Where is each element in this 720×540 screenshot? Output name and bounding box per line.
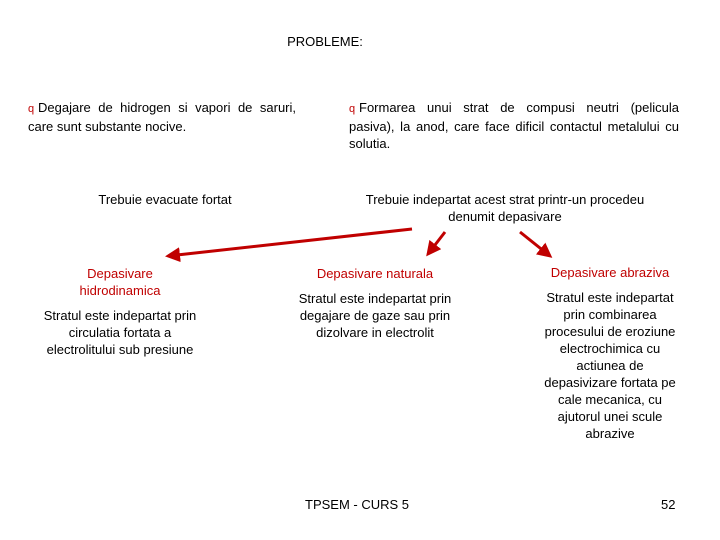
method-abraziva-desc: Stratul este indepartat prin combinarea procesului de eroziune electrochimica cu actiunea de depasivizare fortata pe cale mecanica, cu ajutorul unei scule abrazive xyxy=(544,290,676,441)
method-naturala-title: Depasivare naturala xyxy=(316,266,434,281)
footer-course: TPSEM - CURS 5 xyxy=(305,497,410,512)
right-problem-text: Formarea unui strat de compusi neutri (pelicula pasiva), la anod, care face dificil contactul metalului cu solutia. xyxy=(349,100,679,151)
left-action: Trebuie evacuate fortat xyxy=(98,192,232,207)
arrow-hidrodinamica xyxy=(168,229,412,256)
arrow-naturala xyxy=(428,232,445,254)
page-title: PROBLEME: xyxy=(287,34,363,49)
bullet-icon: q xyxy=(28,103,35,115)
method-abraziva-title: Depasivare abraziva xyxy=(550,265,670,280)
footer-page-number: 52 xyxy=(661,497,676,512)
right-action: Trebuie indepartat acest strat printr-un procedeu denumit depasivare xyxy=(365,192,645,224)
bullet-icon: q xyxy=(349,103,356,115)
method-hidrodinamica-desc: Stratul este indepartat prin circulatia fortata a electrolitului sub presiune xyxy=(43,308,197,357)
arrow-abraziva xyxy=(520,232,550,256)
method-naturala-desc: Stratul este indepartat prin degajare de gaze sau prin dizolvare in electrolit xyxy=(298,291,452,340)
left-problem-text: Degajare de hidrogen si vapori de saruri, care sunt substante nocive. xyxy=(28,100,296,134)
method-hidrodinamica-title: Depasivare hidrodinamica xyxy=(79,266,161,298)
